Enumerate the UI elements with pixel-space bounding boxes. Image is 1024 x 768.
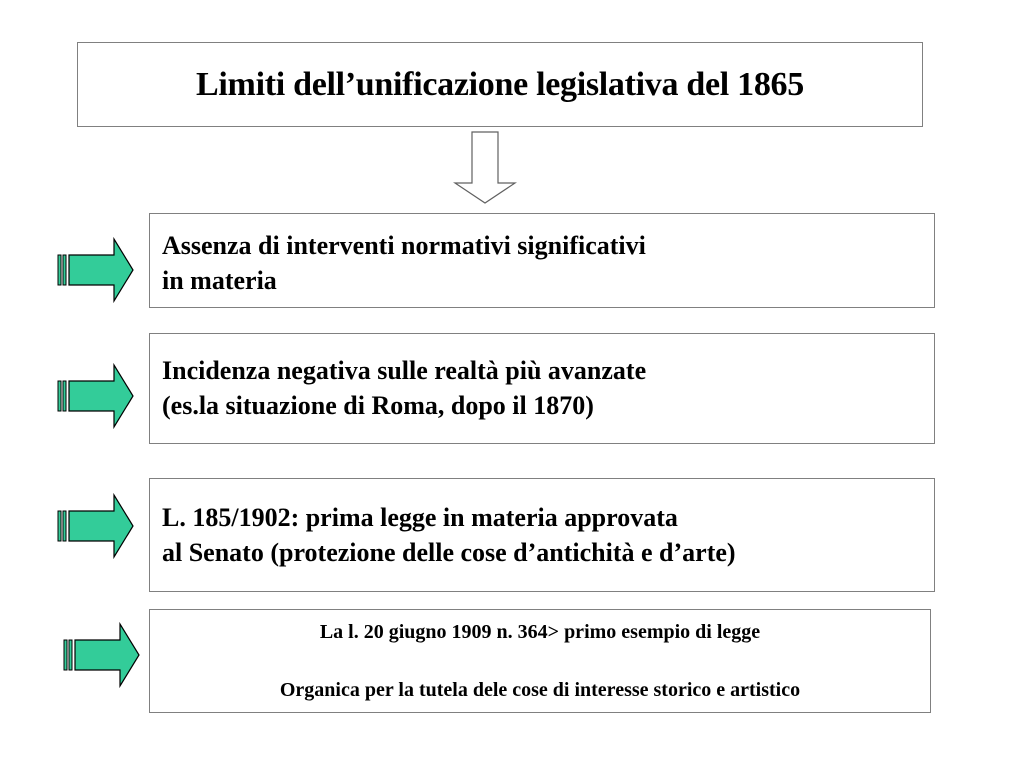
item-2-line-1: Incidenza negativa sulle realtà più avanzate bbox=[162, 356, 647, 385]
right-arrow-icon bbox=[62, 622, 142, 688]
item-4-line-2: Organica per la tutela dele cose di interesse storico e artistico bbox=[279, 679, 801, 701]
right-arrow-icon bbox=[56, 493, 136, 559]
item-1-line-2: in materia bbox=[162, 266, 277, 295]
item-box-4 bbox=[149, 609, 931, 713]
item-2-line-2: (es.la situazione di Roma, dopo il 1870) bbox=[162, 391, 594, 420]
item-box-2 bbox=[149, 333, 935, 444]
item-1-line-1: Assenza di interventi normativi significativi bbox=[162, 231, 646, 260]
item-4-line-1: La l. 20 giugno 1909 n. 364> primo esempio di legge bbox=[319, 621, 761, 643]
slide-title: Limiti dell’unificazione legislativa del 1865 bbox=[196, 65, 804, 103]
item-text-1 bbox=[162, 228, 646, 298]
right-arrow-icon bbox=[56, 237, 136, 303]
item-text-2 bbox=[162, 353, 646, 423]
right-arrow-icon bbox=[56, 363, 136, 429]
item-3-line-1: L. 185/1902: prima legge in materia approvata bbox=[162, 503, 678, 532]
down-arrow-icon bbox=[452, 131, 518, 205]
title-box bbox=[77, 42, 923, 127]
item-3-line-2: al Senato (protezione delle cose d’antichità e d’arte) bbox=[162, 538, 736, 567]
item-box-3 bbox=[149, 478, 935, 592]
item-text-3 bbox=[162, 500, 736, 570]
item-box-1 bbox=[149, 213, 935, 308]
